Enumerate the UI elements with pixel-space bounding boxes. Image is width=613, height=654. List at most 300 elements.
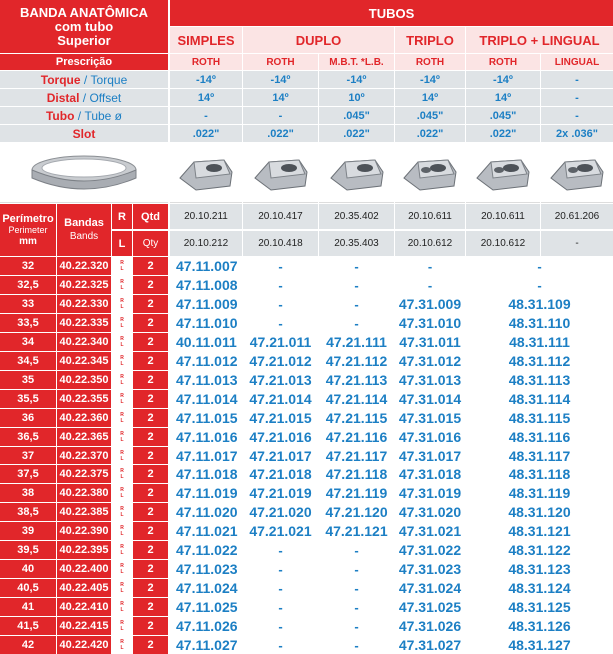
qty-cell: 2 bbox=[133, 409, 168, 427]
r-marker: R bbox=[120, 582, 124, 588]
band-code-cell: 40.22.340 bbox=[57, 333, 111, 351]
band-code-cell: 40.22.405 bbox=[57, 579, 111, 597]
duplo_roth-cell: 47.21.019 bbox=[243, 484, 318, 502]
duplo_mbt-cell: 47.21.121 bbox=[319, 522, 394, 540]
spec-value: .045" bbox=[319, 107, 394, 124]
spec-value: - bbox=[541, 89, 613, 106]
simples-cell: 47.11.014 bbox=[170, 390, 242, 408]
duplo_roth-cell: - bbox=[243, 636, 318, 654]
spec-label-en: Offset bbox=[89, 90, 122, 105]
l-marker: L bbox=[120, 493, 124, 499]
spec-value: - bbox=[541, 71, 613, 88]
bands-header bbox=[57, 204, 111, 256]
simples-cell: 47.11.024 bbox=[170, 579, 242, 597]
spec-value: .022" bbox=[170, 125, 242, 142]
l-marker: L bbox=[120, 474, 124, 480]
band-image bbox=[0, 143, 168, 203]
triplo_lingual-cell: 48.31.127 bbox=[466, 636, 613, 654]
qty-cell: 2 bbox=[133, 636, 168, 654]
rl-marker bbox=[113, 276, 131, 294]
simples-cell: 47.11.008 bbox=[170, 276, 242, 294]
band-title: BANDA ANATÔMICA com tubo Superior bbox=[0, 0, 168, 53]
simples-cell: 47.11.016 bbox=[170, 428, 242, 446]
perimeter-header bbox=[0, 204, 56, 256]
tube-image bbox=[243, 143, 318, 203]
triplo-cell: - bbox=[395, 276, 465, 294]
r-marker: R bbox=[120, 374, 124, 380]
rl-marker bbox=[113, 257, 131, 275]
triplo-cell: 47.31.019 bbox=[395, 484, 465, 502]
triplo-cell: 47.31.023 bbox=[395, 560, 465, 578]
triplo_lingual-cell: 48.31.109 bbox=[466, 295, 613, 313]
duplo_mbt-cell: 47.21.117 bbox=[319, 447, 394, 464]
spec-value: 14º bbox=[466, 89, 540, 106]
spec-separator: / bbox=[80, 72, 91, 87]
duplo_mbt-cell: - bbox=[319, 617, 394, 635]
r-marker: R bbox=[120, 639, 124, 645]
perimeter-cell: 35 bbox=[0, 371, 56, 389]
l-marker: L bbox=[120, 626, 124, 632]
triplo_lingual-cell: 48.31.112 bbox=[466, 352, 613, 370]
triplo_lingual-cell: 48.31.122 bbox=[466, 541, 613, 559]
duplo_mbt-cell: - bbox=[319, 636, 394, 654]
simples-cell: 47.11.017 bbox=[170, 447, 242, 464]
simples-cell: 47.11.021 bbox=[170, 522, 242, 540]
perimetro-label: Perímetro bbox=[2, 212, 54, 225]
simples-cell: 47.11.026 bbox=[170, 617, 242, 635]
tube-icon bbox=[545, 148, 609, 198]
r-marker: R bbox=[120, 317, 124, 323]
perimeter-cell: 35,5 bbox=[0, 390, 56, 408]
duplo_roth-cell: 47.21.015 bbox=[243, 409, 318, 427]
triplo-cell: 47.31.014 bbox=[395, 390, 465, 408]
tube-image bbox=[170, 143, 242, 203]
l-marker: L bbox=[120, 607, 124, 613]
group-triplo: TRIPLO bbox=[395, 27, 465, 53]
spec-label-en: Torque bbox=[90, 72, 128, 87]
tube-code: 20.35.403 bbox=[319, 231, 394, 256]
duplo_roth-cell: - bbox=[243, 617, 318, 635]
spec-value: -14º bbox=[466, 71, 540, 88]
duplo_mbt-cell: 47.21.112 bbox=[319, 352, 394, 370]
triplo-cell: 47.31.016 bbox=[395, 428, 465, 446]
simples-cell: 47.11.010 bbox=[170, 314, 242, 332]
l-marker: L bbox=[120, 455, 124, 462]
r-marker: R bbox=[120, 355, 124, 361]
rl-marker bbox=[113, 636, 131, 654]
duplo_roth-cell: - bbox=[243, 579, 318, 597]
qtd-header: Qtd bbox=[133, 204, 168, 229]
qty-cell: 2 bbox=[133, 503, 168, 521]
rl-marker bbox=[113, 447, 131, 464]
r-marker: R bbox=[120, 298, 124, 304]
band-code-cell: 40.22.350 bbox=[57, 371, 111, 389]
tube-image bbox=[541, 143, 613, 203]
l-marker: L bbox=[120, 304, 124, 310]
spec-value: .022" bbox=[319, 125, 394, 142]
band-code-cell: 40.22.345 bbox=[57, 352, 111, 370]
rl-marker bbox=[113, 371, 131, 389]
r-marker: R bbox=[120, 506, 124, 512]
band-code-cell: 40.22.410 bbox=[57, 598, 111, 616]
perimeter-cell: 39,5 bbox=[0, 541, 56, 559]
triplo_lingual-cell: 48.31.121 bbox=[466, 522, 613, 540]
duplo_roth-cell: - bbox=[243, 276, 318, 294]
l-marker: L bbox=[120, 531, 124, 537]
qty-cell: 2 bbox=[133, 371, 168, 389]
l-marker: L bbox=[120, 437, 124, 443]
r-marker: R bbox=[120, 412, 124, 418]
triplo-cell: 47.31.012 bbox=[395, 352, 465, 370]
duplo_mbt-cell: - bbox=[319, 314, 394, 332]
duplo_roth-cell: - bbox=[243, 560, 318, 578]
band-code-cell: 40.22.330 bbox=[57, 295, 111, 313]
tube-icon bbox=[249, 148, 313, 198]
qty-cell: 2 bbox=[133, 465, 168, 483]
spec-label-pt: Slot bbox=[72, 126, 96, 141]
l-marker: L bbox=[120, 418, 124, 424]
qty-cell: 2 bbox=[133, 295, 168, 313]
simples-cell: 47.11.015 bbox=[170, 409, 242, 427]
tube-icon bbox=[325, 148, 389, 198]
rl-marker bbox=[113, 598, 131, 616]
qty-header: Qty bbox=[133, 231, 168, 256]
simples-cell: 47.11.018 bbox=[170, 465, 242, 483]
spec-value: -14º bbox=[243, 71, 318, 88]
band-code-cell: 40.22.365 bbox=[57, 428, 111, 446]
qty-cell: 2 bbox=[133, 484, 168, 502]
spec-value: .022" bbox=[466, 125, 540, 142]
perimeter-cell: 32,5 bbox=[0, 276, 56, 294]
l-marker: L bbox=[120, 266, 124, 272]
spec-label bbox=[0, 89, 168, 106]
triplo_lingual-cell: 48.31.117 bbox=[466, 447, 613, 464]
rl-marker bbox=[113, 409, 131, 427]
triplo-cell: 47.31.021 bbox=[395, 522, 465, 540]
prescricao-label: Prescrição bbox=[0, 53, 168, 70]
triplo-cell: 47.31.010 bbox=[395, 314, 465, 332]
triplo-cell: 47.31.027 bbox=[395, 636, 465, 654]
simples-cell: 47.11.027 bbox=[170, 636, 242, 654]
band-code-cell: 40.22.390 bbox=[57, 522, 111, 540]
duplo_mbt-cell: - bbox=[319, 598, 394, 616]
r-marker: R bbox=[120, 260, 124, 266]
duplo_roth-cell: 47.21.016 bbox=[243, 428, 318, 446]
band-code-cell: 40.22.360 bbox=[57, 409, 111, 427]
rl-marker bbox=[113, 333, 131, 351]
triplo_lingual-cell: 48.31.111 bbox=[466, 333, 613, 351]
band-code-cell: 40.22.420 bbox=[57, 636, 111, 654]
simples-cell: 47.11.012 bbox=[170, 352, 242, 370]
tube-code: 20.10.417 bbox=[243, 204, 318, 229]
triplo-cell: 47.31.018 bbox=[395, 465, 465, 483]
triplo_lingual-cell: 48.31.115 bbox=[466, 409, 613, 427]
band-code-cell: 40.22.320 bbox=[57, 257, 111, 275]
l-marker: L bbox=[120, 550, 124, 556]
duplo_mbt-cell: 47.21.116 bbox=[319, 428, 394, 446]
perimeter-cell: 32 bbox=[0, 257, 56, 275]
prescription-tl-roth: ROTH bbox=[466, 54, 540, 70]
perimeter-cell: 39 bbox=[0, 522, 56, 540]
perimeter-cell: 41 bbox=[0, 598, 56, 616]
duplo_roth-cell: - bbox=[243, 295, 318, 313]
r-marker: R bbox=[120, 563, 124, 569]
simples-cell: 47.11.007 bbox=[170, 257, 242, 275]
duplo_mbt-cell: - bbox=[319, 560, 394, 578]
bandas-label: Bandas bbox=[64, 217, 104, 229]
duplo_roth-cell: 47.21.020 bbox=[243, 503, 318, 521]
rl-marker bbox=[113, 352, 131, 370]
tube-code: 20.10.418 bbox=[243, 231, 318, 256]
prescription-duplo-mbt: M.B.T. *L.B. bbox=[319, 54, 394, 70]
triplo_lingual-cell: 48.31.123 bbox=[466, 560, 613, 578]
perimeter-cell: 42 bbox=[0, 636, 56, 654]
l-marker: L bbox=[120, 588, 124, 594]
duplo_roth-cell: - bbox=[243, 314, 318, 332]
band-code-cell: 40.22.335 bbox=[57, 314, 111, 332]
duplo_mbt-cell: - bbox=[319, 276, 394, 294]
band-code-cell: 40.22.325 bbox=[57, 276, 111, 294]
band-code-cell: 40.22.370 bbox=[57, 447, 111, 464]
triplo_lingual-cell: 48.31.118 bbox=[466, 465, 613, 483]
rl-marker bbox=[113, 484, 131, 502]
tube-code: 20.61.206 bbox=[541, 204, 613, 229]
l-marker: L bbox=[120, 342, 124, 348]
r-marker: R bbox=[120, 525, 124, 531]
perimeter-cell: 37,5 bbox=[0, 465, 56, 483]
band-code-cell: 40.22.385 bbox=[57, 503, 111, 521]
spec-value: -14º bbox=[395, 71, 465, 88]
duplo_roth-cell: 47.21.018 bbox=[243, 465, 318, 483]
rl-marker bbox=[113, 560, 131, 578]
prescription-simples-roth: ROTH bbox=[170, 54, 242, 70]
rl-marker bbox=[113, 579, 131, 597]
simples-cell: 47.11.023 bbox=[170, 560, 242, 578]
qty-cell: 2 bbox=[133, 598, 168, 616]
qty-cell: 2 bbox=[133, 541, 168, 559]
tube-icon bbox=[174, 148, 238, 198]
r-marker: R bbox=[120, 449, 124, 456]
r-marker: R bbox=[120, 336, 124, 342]
qty-cell: 2 bbox=[133, 579, 168, 597]
perimeter-cell: 34 bbox=[0, 333, 56, 351]
spec-value: 14º bbox=[243, 89, 318, 106]
tube-code: - bbox=[541, 231, 613, 256]
spec-value: -14º bbox=[319, 71, 394, 88]
triplo-cell: 47.31.022 bbox=[395, 541, 465, 559]
spec-value: .045" bbox=[466, 107, 540, 124]
tube-image bbox=[395, 143, 465, 203]
triplo_lingual-cell: 48.31.110 bbox=[466, 314, 613, 332]
spec-label-en: Tube ø bbox=[84, 108, 123, 123]
spec-value: .022" bbox=[243, 125, 318, 142]
tube-code: 20.10.212 bbox=[170, 231, 242, 256]
perimeter-cell: 37 bbox=[0, 447, 56, 464]
spec-value: 14º bbox=[170, 89, 242, 106]
r-marker: R bbox=[120, 468, 124, 474]
r-marker: R bbox=[120, 544, 124, 550]
spec-label-pt: Torque bbox=[40, 72, 81, 87]
rl-marker bbox=[113, 541, 131, 559]
group-triplo-lingual: TRIPLO + LINGUAL bbox=[466, 27, 613, 53]
band-code-cell: 40.22.415 bbox=[57, 617, 111, 635]
l-header: L bbox=[112, 231, 132, 256]
rl-marker bbox=[113, 465, 131, 483]
spec-value: - bbox=[170, 107, 242, 124]
qty-cell: 2 bbox=[133, 428, 168, 446]
perimeter-cell: 40 bbox=[0, 560, 56, 578]
tube-code: 20.10.211 bbox=[170, 204, 242, 229]
perimeter-cell: 38 bbox=[0, 484, 56, 502]
perimeter-cell: 36 bbox=[0, 409, 56, 427]
spec-label bbox=[0, 125, 168, 142]
qty-cell: 2 bbox=[133, 522, 168, 540]
duplo_mbt-cell: 47.21.111 bbox=[319, 333, 394, 351]
triplo_lingual-cell: 48.31.114 bbox=[466, 390, 613, 408]
rl-marker bbox=[113, 503, 131, 521]
spec-separator: / bbox=[79, 90, 90, 105]
triplo_lingual-cell: 48.31.119 bbox=[466, 484, 613, 502]
perimeter-cell: 33,5 bbox=[0, 314, 56, 332]
simples-cell: 47.11.020 bbox=[170, 503, 242, 521]
triplo_lingual-cell: 48.31.113 bbox=[466, 371, 613, 389]
duplo_roth-cell: - bbox=[243, 257, 318, 275]
triplo-cell: 47.31.017 bbox=[395, 447, 465, 464]
perimeter-cell: 38,5 bbox=[0, 503, 56, 521]
simples-cell: 47.11.009 bbox=[170, 295, 242, 313]
triplo-cell: 47.31.013 bbox=[395, 371, 465, 389]
tube-code: 20.10.612 bbox=[466, 231, 540, 256]
spec-value: - bbox=[243, 107, 318, 124]
rl-marker bbox=[113, 522, 131, 540]
band-code-cell: 40.22.395 bbox=[57, 541, 111, 559]
qty-cell: 2 bbox=[133, 333, 168, 351]
duplo_roth-cell: 47.21.012 bbox=[243, 352, 318, 370]
triplo-cell: 47.31.011 bbox=[395, 333, 465, 351]
l-marker: L bbox=[120, 361, 124, 367]
qty-cell: 2 bbox=[133, 447, 168, 464]
triplo-cell: 47.31.024 bbox=[395, 579, 465, 597]
spec-value: 14º bbox=[395, 89, 465, 106]
spec-label-pt: Tubo bbox=[45, 108, 75, 123]
band-code-cell: 40.22.400 bbox=[57, 560, 111, 578]
duplo_mbt-cell: 47.21.115 bbox=[319, 409, 394, 427]
mm-label: mm bbox=[19, 235, 37, 247]
qty-cell: 2 bbox=[133, 617, 168, 635]
duplo_roth-cell: 47.21.017 bbox=[243, 447, 318, 464]
duplo_mbt-cell: - bbox=[319, 257, 394, 275]
band-ring-icon bbox=[24, 148, 144, 198]
simples-cell: 47.11.022 bbox=[170, 541, 242, 559]
triplo-cell: 47.31.020 bbox=[395, 503, 465, 521]
r-marker: R bbox=[120, 620, 124, 626]
tube-icon bbox=[398, 148, 462, 198]
triplo_lingual-cell: 48.31.124 bbox=[466, 579, 613, 597]
r-marker: R bbox=[120, 393, 124, 399]
triplo_lingual-cell: 48.31.116 bbox=[466, 428, 613, 446]
tube-image bbox=[319, 143, 394, 203]
duplo_mbt-cell: 47.21.118 bbox=[319, 465, 394, 483]
triplo_lingual-cell: 48.31.120 bbox=[466, 503, 613, 521]
perimeter-cell: 41,5 bbox=[0, 617, 56, 635]
triplo_lingual-cell: 48.31.125 bbox=[466, 598, 613, 616]
qty-cell: 2 bbox=[133, 390, 168, 408]
perimeter-cell: 36,5 bbox=[0, 428, 56, 446]
perimeter-cell: 33 bbox=[0, 295, 56, 313]
l-marker: L bbox=[120, 645, 124, 651]
prescription-duplo-roth: ROTH bbox=[243, 54, 318, 70]
duplo_mbt-cell: - bbox=[319, 295, 394, 313]
l-marker: L bbox=[120, 512, 124, 518]
rl-marker bbox=[113, 428, 131, 446]
l-marker: L bbox=[120, 380, 124, 386]
tube-image bbox=[466, 143, 540, 203]
triplo-cell: 47.31.025 bbox=[395, 598, 465, 616]
rl-marker bbox=[113, 390, 131, 408]
r-marker: R bbox=[120, 279, 124, 285]
spec-value: 10º bbox=[319, 89, 394, 106]
l-marker: L bbox=[120, 285, 124, 291]
qty-cell: 2 bbox=[133, 276, 168, 294]
qty-cell: 2 bbox=[133, 314, 168, 332]
prescription-triplo-roth: ROTH bbox=[395, 54, 465, 70]
rl-marker bbox=[113, 314, 131, 332]
simples-cell: 47.11.019 bbox=[170, 484, 242, 502]
duplo_mbt-cell: 47.21.114 bbox=[319, 390, 394, 408]
triplo_lingual-cell: 48.31.126 bbox=[466, 617, 613, 635]
perimeter-cell: 40,5 bbox=[0, 579, 56, 597]
tube-code: 20.10.611 bbox=[466, 204, 540, 229]
r-marker: R bbox=[120, 431, 124, 437]
l-marker: L bbox=[120, 399, 124, 405]
r-marker: R bbox=[120, 601, 124, 607]
triplo-cell: - bbox=[395, 257, 465, 275]
band-code-cell: 40.22.375 bbox=[57, 465, 111, 483]
qty-cell: 2 bbox=[133, 257, 168, 275]
l-marker: L bbox=[120, 569, 124, 575]
duplo_roth-cell: 47.21.014 bbox=[243, 390, 318, 408]
triplo_lingual-cell: - bbox=[466, 257, 613, 275]
band-code-cell: 40.22.355 bbox=[57, 390, 111, 408]
group-duplo: DUPLO bbox=[243, 27, 394, 53]
duplo_mbt-cell: 47.21.113 bbox=[319, 371, 394, 389]
r-marker: R bbox=[120, 487, 124, 493]
spec-value: .045" bbox=[395, 107, 465, 124]
spec-label-pt: Distal bbox=[46, 90, 80, 105]
simples-cell: 40.11.011 bbox=[170, 333, 242, 351]
duplo_roth-cell: - bbox=[243, 598, 318, 616]
duplo_roth-cell: 47.21.011 bbox=[243, 333, 318, 351]
duplo_mbt-cell: - bbox=[319, 579, 394, 597]
group-simples: SIMPLES bbox=[170, 27, 242, 53]
band-code-cell: 40.22.380 bbox=[57, 484, 111, 502]
spec-label bbox=[0, 71, 168, 88]
tube-icon bbox=[471, 148, 535, 198]
spec-separator: / bbox=[74, 108, 85, 123]
r-header: R bbox=[112, 204, 132, 229]
triplo-cell: 47.31.009 bbox=[395, 295, 465, 313]
spec-value: -14º bbox=[170, 71, 242, 88]
tube-code: 20.10.611 bbox=[395, 204, 465, 229]
duplo_roth-cell: - bbox=[243, 541, 318, 559]
spec-label bbox=[0, 107, 168, 124]
simples-cell: 47.11.025 bbox=[170, 598, 242, 616]
triplo_lingual-cell: - bbox=[466, 276, 613, 294]
duplo_mbt-cell: - bbox=[319, 541, 394, 559]
triplo-cell: 47.31.015 bbox=[395, 409, 465, 427]
tube-code: 20.35.402 bbox=[319, 204, 394, 229]
duplo_roth-cell: 47.21.021 bbox=[243, 522, 318, 540]
